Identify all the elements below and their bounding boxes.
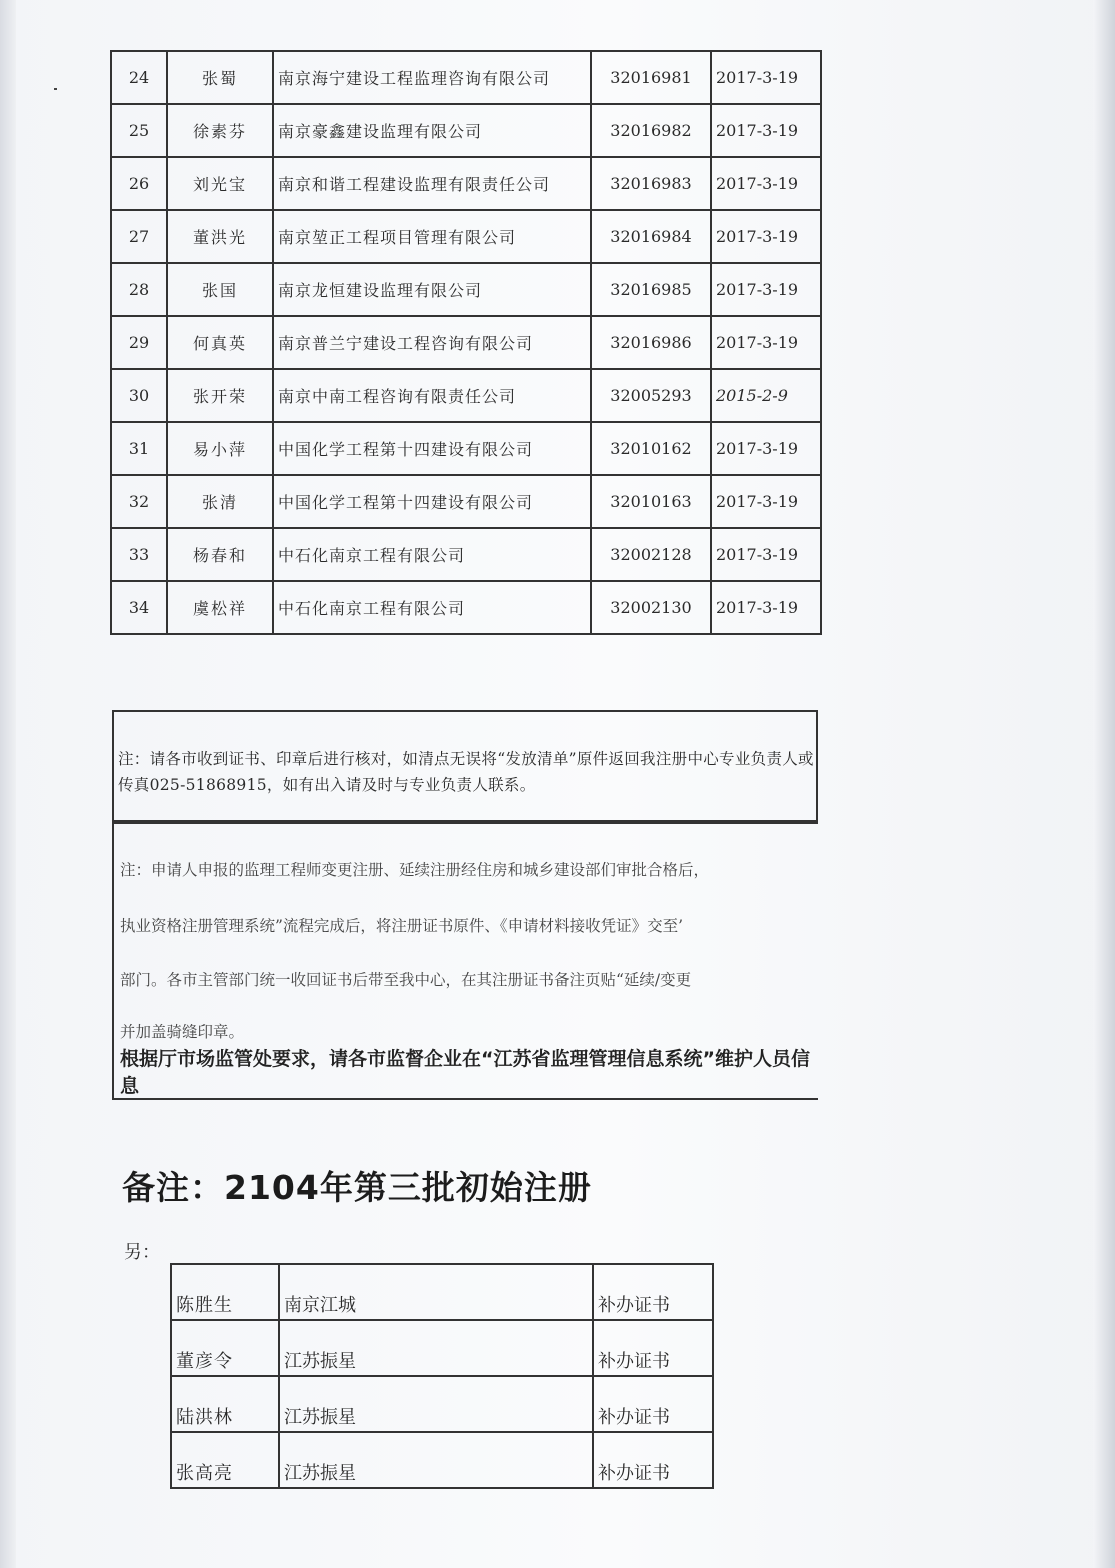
table-row bbox=[111, 369, 821, 422]
certificate-number: 32016985 bbox=[591, 263, 711, 316]
company-name: 江苏振星 bbox=[279, 1320, 593, 1376]
row-index: 32 bbox=[111, 475, 167, 528]
company-name: 南京海宁建设工程监理咨询有限公司 bbox=[273, 51, 591, 104]
person-name: 张清 bbox=[167, 475, 273, 528]
issue-date: 2017-3-19 bbox=[711, 263, 821, 316]
company-name: 江苏振星 bbox=[279, 1432, 593, 1488]
row-index: 34 bbox=[111, 581, 167, 634]
company-name: 南京普兰宁建设工程咨询有限公司 bbox=[273, 316, 591, 369]
company-name: 江苏振星 bbox=[279, 1376, 593, 1432]
table-row bbox=[111, 210, 821, 263]
certificate-number: 32016984 bbox=[591, 210, 711, 263]
company-name: 中国化学工程第十四建设有限公司 bbox=[273, 475, 591, 528]
certificate-number: 32010163 bbox=[591, 475, 711, 528]
table-row bbox=[111, 475, 821, 528]
company-name: 南京江城 bbox=[279, 1264, 593, 1320]
note-renewal-line-4: 并加盖骑缝印章。 bbox=[120, 1023, 245, 1041]
person-name: 徐素芬 bbox=[167, 104, 273, 157]
action-label: 补办证书 bbox=[593, 1432, 713, 1488]
certificate-number: 32010162 bbox=[591, 422, 711, 475]
company-name: 南京龙恒建设监理有限公司 bbox=[273, 263, 591, 316]
table-row bbox=[111, 104, 821, 157]
person-name: 张开荣 bbox=[167, 369, 273, 422]
action-label: 补办证书 bbox=[593, 1264, 713, 1320]
note-system-maintenance: 根据厅市场监管处要求，请各市监督企业在“江苏省监理管理信息系统”维护人员信息 bbox=[120, 1048, 810, 1097]
person-name: 杨春和 bbox=[167, 528, 273, 581]
issue-date: 2017-3-19 bbox=[711, 475, 821, 528]
row-index: 28 bbox=[111, 263, 167, 316]
table-row bbox=[171, 1376, 713, 1432]
person-name: 易小萍 bbox=[167, 422, 273, 475]
row-index: 29 bbox=[111, 316, 167, 369]
certificate-number: 32016986 bbox=[591, 316, 711, 369]
table-row bbox=[111, 528, 821, 581]
row-index: 24 bbox=[111, 51, 167, 104]
paper-edge-left bbox=[0, 0, 16, 1568]
registration-table-body bbox=[111, 51, 821, 634]
note-renewal-line-1: 注：申请人申报的监理工程师变更注册、延续注册经住房和城乡建设部们审批合格后， bbox=[120, 861, 710, 879]
company-name: 中石化南京工程有限公司 bbox=[273, 581, 591, 634]
certificate-number: 32002128 bbox=[591, 528, 711, 581]
note-box-renewal bbox=[112, 822, 818, 1100]
person-name: 张蜀 bbox=[167, 51, 273, 104]
row-index: 27 bbox=[111, 210, 167, 263]
action-label: 补办证书 bbox=[593, 1320, 713, 1376]
issue-date: 2017-3-19 bbox=[711, 157, 821, 210]
remark-heading: 备注：2104年第三批初始注册 bbox=[122, 1168, 592, 1207]
certificate-number: 32016981 bbox=[591, 51, 711, 104]
certificate-number: 32016982 bbox=[591, 104, 711, 157]
table-row bbox=[111, 157, 821, 210]
company-name: 中国化学工程第十四建设有限公司 bbox=[273, 422, 591, 475]
person-name: 董彦令 bbox=[171, 1320, 279, 1376]
issue-date: 2017-3-19 bbox=[711, 104, 821, 157]
issue-date: 2017-3-19 bbox=[711, 210, 821, 263]
person-name: 刘光宝 bbox=[167, 157, 273, 210]
table-row bbox=[171, 1320, 713, 1376]
company-name: 南京中南工程咨询有限责任公司 bbox=[273, 369, 591, 422]
row-index: 25 bbox=[111, 104, 167, 157]
table-row bbox=[111, 316, 821, 369]
reissue-table-body bbox=[171, 1264, 713, 1488]
company-name: 南京堃正工程项目管理有限公司 bbox=[273, 210, 591, 263]
speck bbox=[54, 88, 57, 90]
issue-date: 2017-3-19 bbox=[711, 316, 821, 369]
row-index: 33 bbox=[111, 528, 167, 581]
note-renewal-line-2: 执业资格注册管理系统”流程完成后，将注册证书原件、《申请材料接收凭证》交至’ bbox=[120, 917, 684, 935]
person-name: 陆洪林 bbox=[171, 1376, 279, 1432]
issue-date: 2017-3-19 bbox=[711, 581, 821, 634]
table-row bbox=[111, 422, 821, 475]
reissue-table bbox=[170, 1263, 714, 1489]
row-index: 31 bbox=[111, 422, 167, 475]
person-name: 虞松祥 bbox=[167, 581, 273, 634]
person-name: 董洪光 bbox=[167, 210, 273, 263]
company-name: 中石化南京工程有限公司 bbox=[273, 528, 591, 581]
table-row bbox=[111, 51, 821, 104]
row-index: 30 bbox=[111, 369, 167, 422]
note-renewal-line-3: 部门。各市主管部门统一收回证书后带至我中心，在其注册证书备注页贴“延续/变更 bbox=[120, 971, 692, 989]
certificate-number: 32016983 bbox=[591, 157, 711, 210]
person-name: 张国 bbox=[167, 263, 273, 316]
note-return-text: 注：请各市收到证书、印章后进行核对，如清点无误将“发放清单”原件返回我注册中心专业负责人或传真025-51868915，如有出入请及时与专业负责人联系。 bbox=[118, 750, 814, 794]
registration-table bbox=[110, 50, 822, 635]
certificate-number: 32005293 bbox=[591, 369, 711, 422]
table-row bbox=[171, 1432, 713, 1488]
paper-edge-right bbox=[1093, 0, 1115, 1568]
issue-date: 2015-2-9 bbox=[711, 369, 821, 422]
table-row bbox=[111, 263, 821, 316]
action-label: 补办证书 bbox=[593, 1376, 713, 1432]
issue-date: 2017-3-19 bbox=[711, 422, 821, 475]
person-name: 张高亮 bbox=[171, 1432, 279, 1488]
person-name: 何真英 bbox=[167, 316, 273, 369]
person-name: 陈胜生 bbox=[171, 1264, 279, 1320]
row-index: 26 bbox=[111, 157, 167, 210]
company-name: 南京豪鑫建设监理有限公司 bbox=[273, 104, 591, 157]
other-label: 另： bbox=[124, 1242, 160, 1263]
certificate-number: 32002130 bbox=[591, 581, 711, 634]
note-box-return bbox=[112, 710, 818, 822]
issue-date: 2017-3-19 bbox=[711, 528, 821, 581]
table-row bbox=[171, 1264, 713, 1320]
issue-date: 2017-3-19 bbox=[711, 51, 821, 104]
table-row bbox=[111, 581, 821, 634]
company-name: 南京和谐工程建设监理有限责任公司 bbox=[273, 157, 591, 210]
